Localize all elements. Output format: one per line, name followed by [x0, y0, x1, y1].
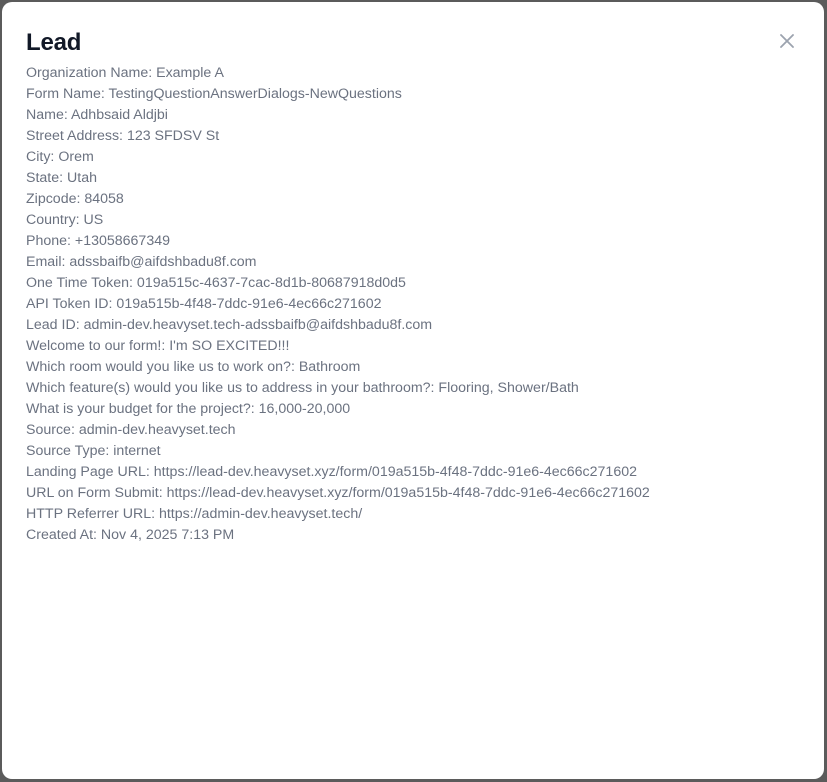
field-name: Name: Adhbsaid Aldjbi: [26, 107, 168, 123]
field-http-referrer-url: HTTP Referrer URL: https://admin-dev.heavyset.tech/: [26, 506, 363, 522]
field-features-answer: Which feature(s) would you like us to address in your bathroom?: Flooring, Shower/Bath: [26, 380, 579, 396]
field-url-on-form-submit: URL on Form Submit: https://lead-dev.heavyset.xyz/form/019a515b-4f48-7ddc-91e6-4ec66c271602: [26, 485, 650, 501]
field-source: Source: admin-dev.heavyset.tech: [26, 422, 236, 438]
field-city: City: Orem: [26, 149, 94, 165]
field-budget-answer: What is your budget for the project?: 16,000-20,000: [26, 401, 351, 417]
field-room-answer: Which room would you like us to work on?: Bathroom: [26, 359, 361, 375]
field-state: State: Utah: [26, 170, 97, 186]
field-source-type: Source Type: internet: [26, 443, 161, 459]
close-button[interactable]: [778, 32, 796, 50]
field-email: Email: adssbaifb@aifdshbadu8f.com: [26, 254, 257, 270]
field-welcome-answer: Welcome to our form!: I'm SO EXCITED!!!: [26, 338, 290, 354]
field-created-at: Created At: Nov 4, 2025 7:13 PM: [26, 527, 235, 543]
field-api-token-id: API Token ID: 019a515b-4f48-7ddc-91e6-4ec66c271602: [26, 296, 382, 312]
field-street-address: Street Address: 123 SFDSV St: [26, 128, 220, 144]
field-landing-page-url: Landing Page URL: https://lead-dev.heavyset.xyz/form/019a515b-4f48-7ddc-91e6-4ec66c271602: [26, 464, 637, 480]
dialog-title: Lead: [26, 29, 82, 56]
lead-details-list: [26, 63, 800, 546]
field-lead-id: Lead ID: admin-dev.heavyset.tech-adssbaifb@aifdshbadu8f.com: [26, 317, 433, 333]
field-zipcode: Zipcode: 84058: [26, 191, 124, 207]
field-phone: Phone: +13058667349: [26, 233, 170, 249]
close-icon: [780, 34, 794, 48]
field-form-name: Form Name: TestingQuestionAnswerDialogs-NewQuestions: [26, 86, 402, 102]
lead-dialog: [2, 2, 824, 779]
field-one-time-token: One Time Token: 019a515c-4637-7cac-8d1b-80687918d0d5: [26, 275, 406, 291]
field-country: Country: US: [26, 212, 104, 228]
field-organization-name: Organization Name: Example A: [26, 65, 224, 81]
